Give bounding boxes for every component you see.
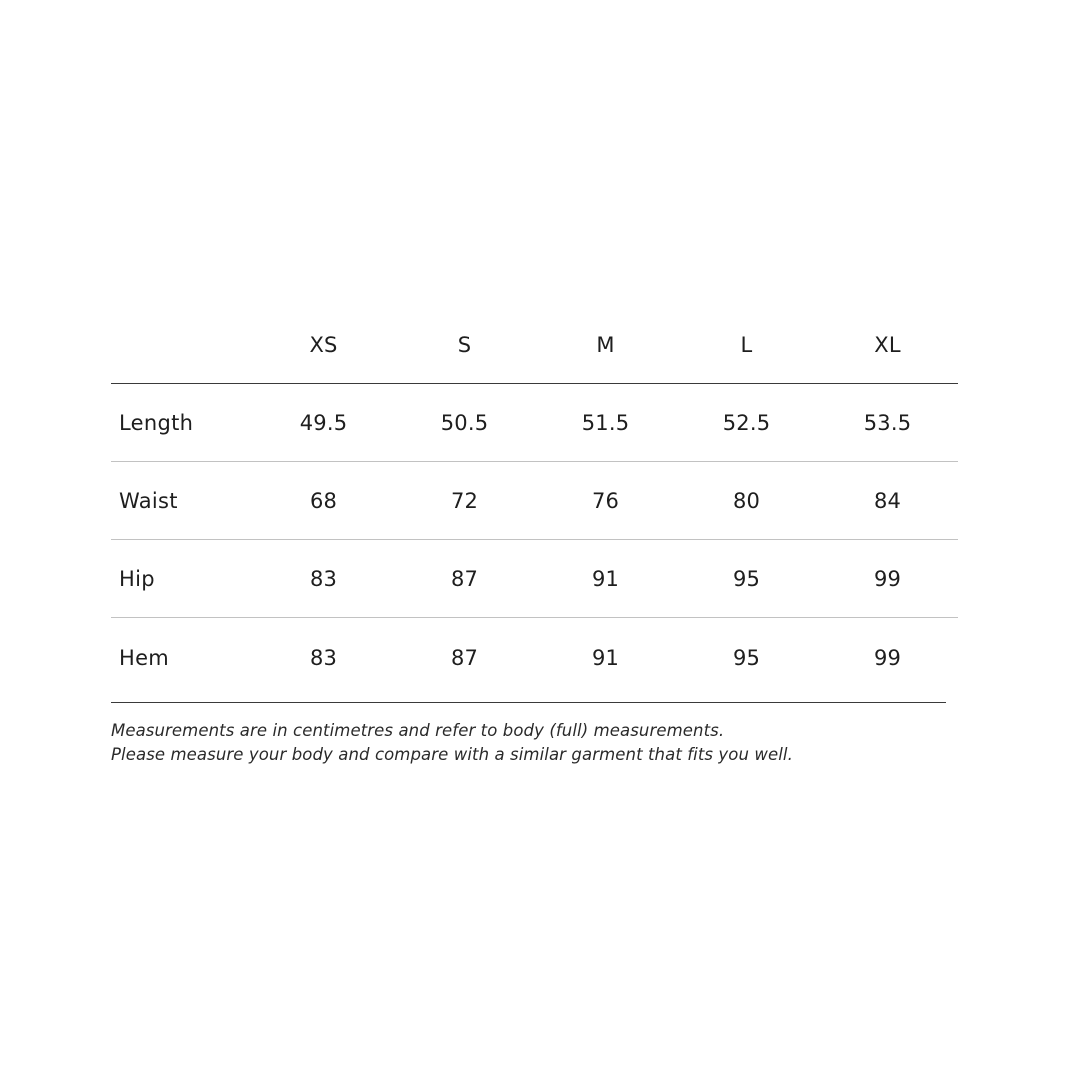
- size-chart-table: [111, 300, 958, 698]
- value-cell: 72: [450, 488, 479, 513]
- size-header-xs: XS: [309, 332, 338, 357]
- size-header-l: L: [740, 332, 753, 357]
- value-cell: 83: [309, 646, 338, 670]
- value-cell: 68: [309, 488, 338, 513]
- size-header-s: S: [457, 332, 472, 357]
- table-bottom-divider: [111, 702, 946, 703]
- table-row-length: [111, 384, 958, 462]
- table-row-hem: [111, 618, 958, 698]
- note-line-advice: Please measure your body and compare with a similar garment that fits you well.: [111, 745, 793, 764]
- row-label-length: Length: [119, 410, 194, 435]
- size-header-cells: [253, 327, 958, 357]
- row-values-hem: [253, 646, 958, 670]
- value-cell: 95: [732, 566, 761, 591]
- note-line-units: Measurements are in centimetres and refer to body (full) measurements.: [111, 721, 725, 740]
- value-cell: 84: [873, 488, 902, 513]
- measurement-notes: [111, 719, 793, 767]
- value-cell: 99: [873, 646, 902, 670]
- table-row-waist: [111, 462, 958, 540]
- value-cell: 51.5: [581, 410, 630, 435]
- value-cell: 52.5: [722, 410, 771, 435]
- table-row-hip: [111, 540, 958, 618]
- value-cell: 87: [450, 566, 479, 591]
- value-cell: 99: [873, 566, 902, 591]
- size-header-row: [111, 300, 958, 384]
- row-values-length: [253, 411, 958, 435]
- value-cell: 87: [450, 646, 479, 670]
- value-cell: 91: [591, 566, 620, 591]
- value-cell: 76: [591, 488, 620, 513]
- value-cell: 95: [732, 646, 761, 670]
- row-label-waist: Waist: [119, 488, 178, 513]
- row-values-hip: [253, 567, 958, 591]
- value-cell: 80: [732, 488, 761, 513]
- row-values-waist: [253, 489, 958, 513]
- row-label-hem: Hem: [119, 646, 170, 670]
- row-label-hip: Hip: [119, 566, 155, 591]
- size-header-xl: XL: [874, 332, 901, 357]
- value-cell: 83: [309, 566, 338, 591]
- value-cell: 49.5: [299, 410, 348, 435]
- value-cell: 91: [591, 646, 620, 670]
- size-header-m: M: [596, 332, 615, 357]
- value-cell: 53.5: [863, 410, 912, 435]
- value-cell: 50.5: [440, 410, 489, 435]
